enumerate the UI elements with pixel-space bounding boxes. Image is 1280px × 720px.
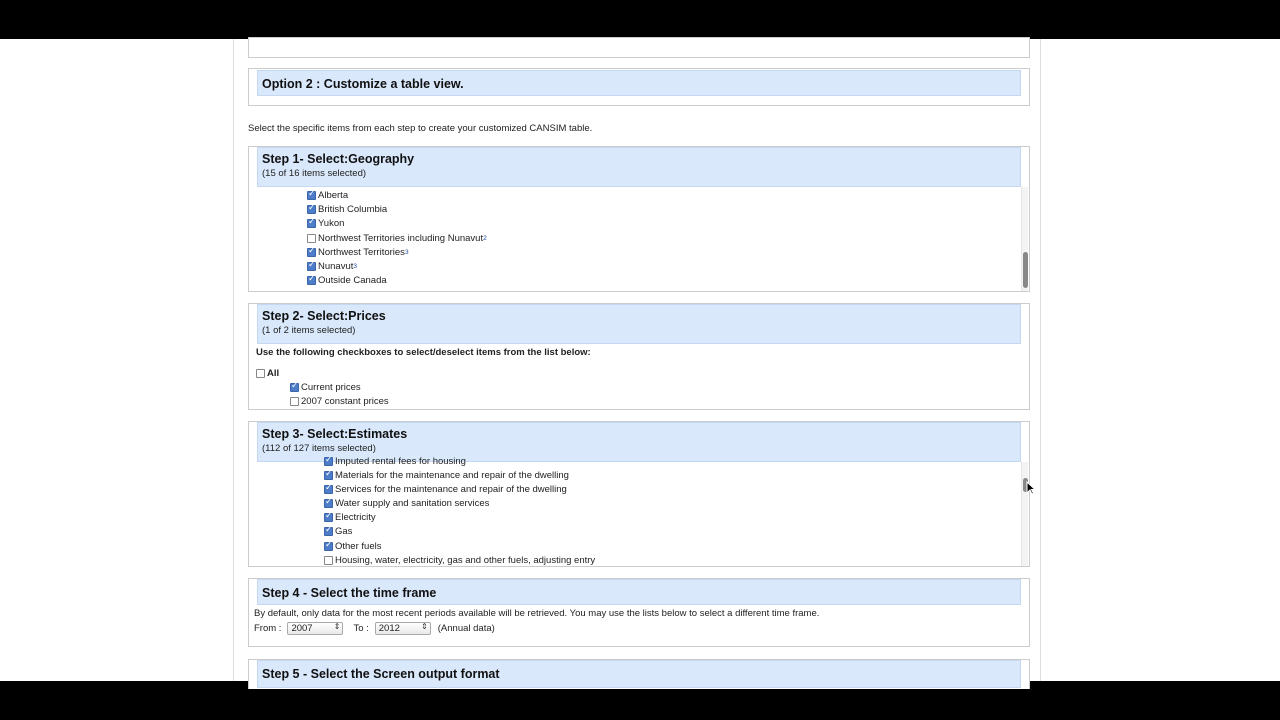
item-label: Electricity bbox=[335, 512, 376, 524]
item-checkbox[interactable] bbox=[324, 457, 333, 466]
step3-scrollbar[interactable] bbox=[1021, 462, 1028, 566]
option2-title: Option 2 : Customize a table view. bbox=[262, 77, 464, 91]
step1-subtitle: (15 of 16 items selected) bbox=[262, 168, 367, 179]
item-checkbox[interactable] bbox=[307, 219, 316, 228]
list-item[interactable] bbox=[324, 512, 376, 523]
item-label: Yukon bbox=[318, 218, 345, 230]
item-checkbox[interactable] bbox=[307, 191, 316, 200]
step2-all-option[interactable] bbox=[256, 368, 279, 379]
step3-title: Step 3- Select:Estimates bbox=[262, 427, 408, 441]
list-item[interactable] bbox=[324, 470, 569, 481]
step3-subtitle: (112 of 127 items selected) bbox=[262, 443, 376, 454]
list-item[interactable] bbox=[324, 526, 352, 537]
step1-title: Step 1- Select:Geography bbox=[262, 152, 415, 166]
list-item[interactable] bbox=[324, 498, 489, 509]
list-item[interactable] bbox=[324, 484, 567, 495]
item-checkbox[interactable] bbox=[307, 248, 316, 257]
list-item[interactable] bbox=[290, 396, 389, 407]
step5-title: Step 5 - Select the Screen output format bbox=[262, 667, 500, 681]
option2-box bbox=[248, 68, 1030, 106]
to-year-value: 2012 bbox=[378, 623, 400, 634]
step4-header bbox=[257, 579, 1021, 605]
list-item[interactable] bbox=[307, 261, 357, 272]
previous-section-box bbox=[248, 37, 1030, 58]
step3-estimates-list[interactable] bbox=[249, 456, 1029, 566]
list-item[interactable] bbox=[307, 275, 387, 286]
intro-text: Select the specific items from each step to create your customized CANSIM table. bbox=[248, 123, 593, 134]
step2-subtitle: (1 of 2 items selected) bbox=[262, 325, 356, 336]
from-year-select[interactable] bbox=[287, 622, 343, 635]
item-checkbox[interactable] bbox=[307, 262, 316, 271]
all-checkbox[interactable] bbox=[256, 369, 265, 378]
item-checkbox[interactable] bbox=[324, 527, 333, 536]
list-item[interactable] bbox=[324, 541, 381, 552]
all-label: All bbox=[267, 368, 280, 379]
item-checkbox[interactable] bbox=[324, 556, 333, 565]
updown-arrow-icon: ⇕ bbox=[333, 622, 341, 631]
item-checkbox[interactable] bbox=[290, 397, 299, 406]
time-frame-row bbox=[254, 622, 495, 635]
step5-box bbox=[248, 659, 1030, 689]
item-label: Other fuels bbox=[335, 540, 382, 552]
step1-box bbox=[248, 146, 1030, 292]
step4-title: Step 4 - Select the time frame bbox=[262, 586, 437, 600]
item-label: British Columbia bbox=[318, 204, 388, 216]
step4-description: By default, only data for the most recent periods available will be retrieved. You may use the lists below to select a different time frame. bbox=[254, 608, 820, 619]
step4-box bbox=[248, 578, 1030, 647]
step2-box bbox=[248, 303, 1030, 410]
item-label: Outside Canada bbox=[318, 275, 387, 287]
item-checkbox[interactable] bbox=[324, 471, 333, 480]
from-label: From : bbox=[254, 623, 282, 634]
from-year-value: 2007 bbox=[291, 623, 313, 634]
item-checkbox[interactable] bbox=[324, 513, 333, 522]
item-label: Water supply and sanitation services bbox=[335, 498, 490, 510]
list-item[interactable] bbox=[307, 190, 348, 201]
step2-instruction: Use the following checkboxes to select/deselect items from the list below: bbox=[256, 347, 591, 358]
item-label: Northwest Territories bbox=[318, 246, 405, 258]
annual-data-note: (Annual data) bbox=[437, 623, 495, 634]
list-item[interactable] bbox=[324, 555, 595, 566]
item-checkbox[interactable] bbox=[324, 499, 333, 508]
item-label: Housing, water, electricity, gas and other fuels, adjusting entry bbox=[335, 554, 596, 566]
item-label: 2007 constant prices bbox=[301, 396, 389, 407]
mouse-cursor-icon bbox=[1026, 481, 1036, 495]
item-checkbox[interactable] bbox=[307, 234, 316, 243]
step1-header bbox=[257, 147, 1021, 187]
footnote-link[interactable]: 3 bbox=[404, 248, 409, 256]
step2-title: Step 2- Select:Prices bbox=[262, 309, 386, 323]
list-item[interactable] bbox=[307, 247, 409, 258]
option2-header bbox=[257, 70, 1021, 96]
item-label: Materials for the maintenance and repair of the dwelling bbox=[335, 470, 569, 481]
list-item[interactable] bbox=[307, 233, 487, 244]
item-label: Services for the maintenance and repair of the dwelling bbox=[335, 484, 567, 496]
item-label: Nunavut bbox=[318, 261, 354, 272]
step2-header bbox=[257, 304, 1021, 344]
to-label: To : bbox=[353, 623, 369, 634]
step1-scrollbar[interactable] bbox=[1021, 187, 1028, 291]
to-year-select[interactable] bbox=[375, 622, 431, 635]
updown-arrow-icon: ⇕ bbox=[421, 622, 428, 631]
item-label: Alberta bbox=[318, 190, 349, 201]
item-label: Current prices bbox=[301, 382, 361, 393]
list-item[interactable] bbox=[290, 382, 361, 393]
page-scrollbar[interactable] bbox=[1276, 39, 1280, 681]
item-checkbox[interactable] bbox=[307, 276, 316, 285]
footnote-link[interactable]: 3 bbox=[353, 263, 358, 270]
footnote-link[interactable]: 2 bbox=[483, 234, 487, 242]
list-item[interactable] bbox=[307, 204, 387, 215]
item-checkbox[interactable] bbox=[290, 383, 299, 392]
page bbox=[0, 39, 1280, 681]
item-label: Gas bbox=[335, 526, 353, 538]
step1-scrollbar-thumb[interactable] bbox=[1023, 252, 1028, 288]
step5-header bbox=[257, 660, 1021, 688]
step1-geography-list[interactable] bbox=[249, 187, 1029, 291]
list-item[interactable] bbox=[307, 218, 344, 229]
step3-box bbox=[248, 421, 1030, 567]
item-checkbox[interactable] bbox=[307, 205, 316, 214]
item-checkbox[interactable] bbox=[324, 542, 333, 551]
content-column bbox=[233, 39, 1041, 681]
item-checkbox[interactable] bbox=[324, 485, 333, 494]
list-item[interactable] bbox=[324, 456, 466, 467]
item-label: Imputed rental fees for housing bbox=[335, 456, 466, 467]
item-label: Northwest Territories including Nunavut bbox=[318, 232, 484, 244]
